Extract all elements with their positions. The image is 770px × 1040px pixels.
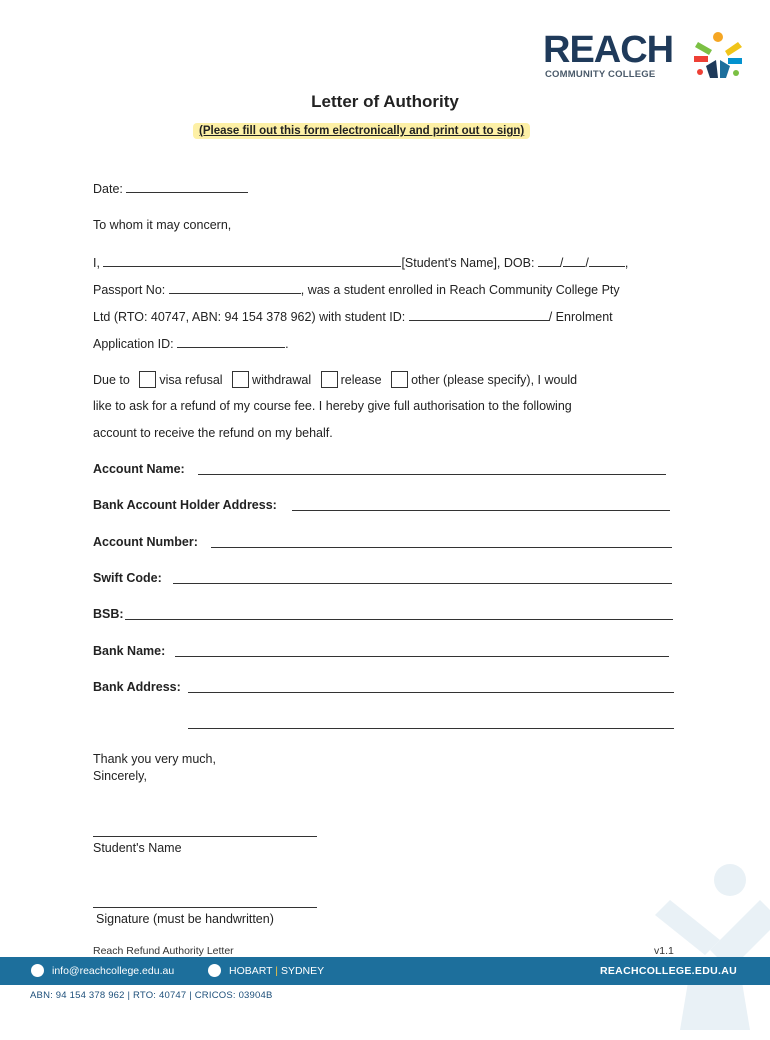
passport-row [93,281,620,298]
brand-logo-subtitle: COMMUNITY COLLEGE [545,69,656,80]
student-name-tag: [Student's Name], DOB: [401,256,535,270]
swift-code-field[interactable] [173,583,672,584]
application-label: Application ID: [93,337,174,351]
application-id-row [93,335,289,352]
dob-month-field[interactable] [563,254,585,267]
brand-logo-text: REACH [543,29,674,71]
other-checkbox[interactable] [391,371,408,388]
bank-name-field[interactable] [175,656,669,657]
other-label: other (please specify), I would [411,373,578,387]
brand-logo-icon [690,28,746,80]
location-pin-icon [208,964,221,977]
salutation: To whom it may concern, [93,218,232,232]
rto-text: Ltd (RTO: 40747, ABN: 94 154 378 962) with student ID: [93,310,406,324]
bank-address-field-line-2[interactable] [188,728,674,729]
holder-address-label: Bank Account Holder Address: [93,498,277,512]
dob-end: , [624,256,629,270]
location-separator: | [275,965,279,977]
i-text: I, [93,256,100,270]
student-id-row [93,308,613,325]
email-icon [31,964,44,977]
footer-website[interactable]: REACHCOLLEGE.EDU.AU [600,965,737,977]
date-field[interactable] [126,180,248,193]
location-hobart: HOBART [229,965,273,977]
dob-year-field[interactable] [589,254,625,267]
account-name-field[interactable] [198,474,666,475]
dob-separator-2: / [585,256,589,270]
footer-locations [229,965,324,977]
release-checkbox[interactable] [321,371,338,388]
visa-refusal-label: visa refusal [159,373,223,387]
account-number-label: Account Number: [93,535,198,549]
dob-separator-1: / [559,256,564,270]
passport-label: Passport No: [93,283,166,297]
passport-tail: , was a student enrolled in Reach Community College Pty [300,283,620,297]
bsb-label: BSB: [93,607,124,621]
footer-email[interactable]: info@reachcollege.edu.au [52,965,175,977]
bsb-field[interactable] [125,619,673,620]
signature-caption: Signature (must be handwritten) [96,912,274,926]
withdrawal-checkbox[interactable] [232,371,249,388]
fill-instruction-notice: (Please fill out this form electronically and print out to sign) [193,123,530,139]
signature-field[interactable] [93,907,317,908]
date-row [93,180,248,197]
document-version: v1.1 [654,945,674,957]
student-name-sign-field[interactable] [93,836,317,837]
refund-text-line-1: like to ask for a refund of my course fee. I hereby give full authorisation to the following [93,399,572,413]
dob-day-field[interactable] [538,254,560,267]
due-to-label: Due to [93,373,130,387]
account-name-label: Account Name: [93,462,185,476]
location-sydney: SYDNEY [280,965,325,977]
passport-field[interactable] [169,281,301,294]
withdrawal-label: withdrawal [252,373,312,387]
student-name-field[interactable] [103,254,401,267]
application-id-field[interactable] [177,335,285,348]
student-id-field[interactable] [409,308,549,321]
account-number-field[interactable] [211,547,672,548]
reason-row [93,371,577,388]
bank-name-label: Bank Name: [93,644,166,658]
enrolment-tail: / Enrolment [548,310,613,324]
application-end: . [285,337,289,351]
document-name: Reach Refund Authority Letter [93,945,234,957]
thanks-text: Thank you very much, [93,752,216,766]
registration-numbers: ABN: 94 154 378 962 | RTO: 40747 | CRICOS: 03904B [30,990,273,1001]
refund-text-line-2: account to receive the refund on my behalf. [93,426,333,440]
sincerely-text: Sincerely, [93,769,147,783]
visa-refusal-checkbox[interactable] [139,371,156,388]
holder-address-field[interactable] [292,510,670,511]
page-title: Letter of Authority [311,92,459,111]
swift-code-label: Swift Code: [93,571,162,585]
bank-address-label: Bank Address: [93,680,181,694]
date-label: Date: [93,182,123,196]
release-label: release [340,373,382,387]
footer-contact-bar [0,957,770,985]
student-name-row [93,254,628,271]
bank-address-field[interactable] [188,692,674,693]
watermark-logo-icon [610,840,770,1040]
student-name-caption: Student's Name [93,841,182,855]
